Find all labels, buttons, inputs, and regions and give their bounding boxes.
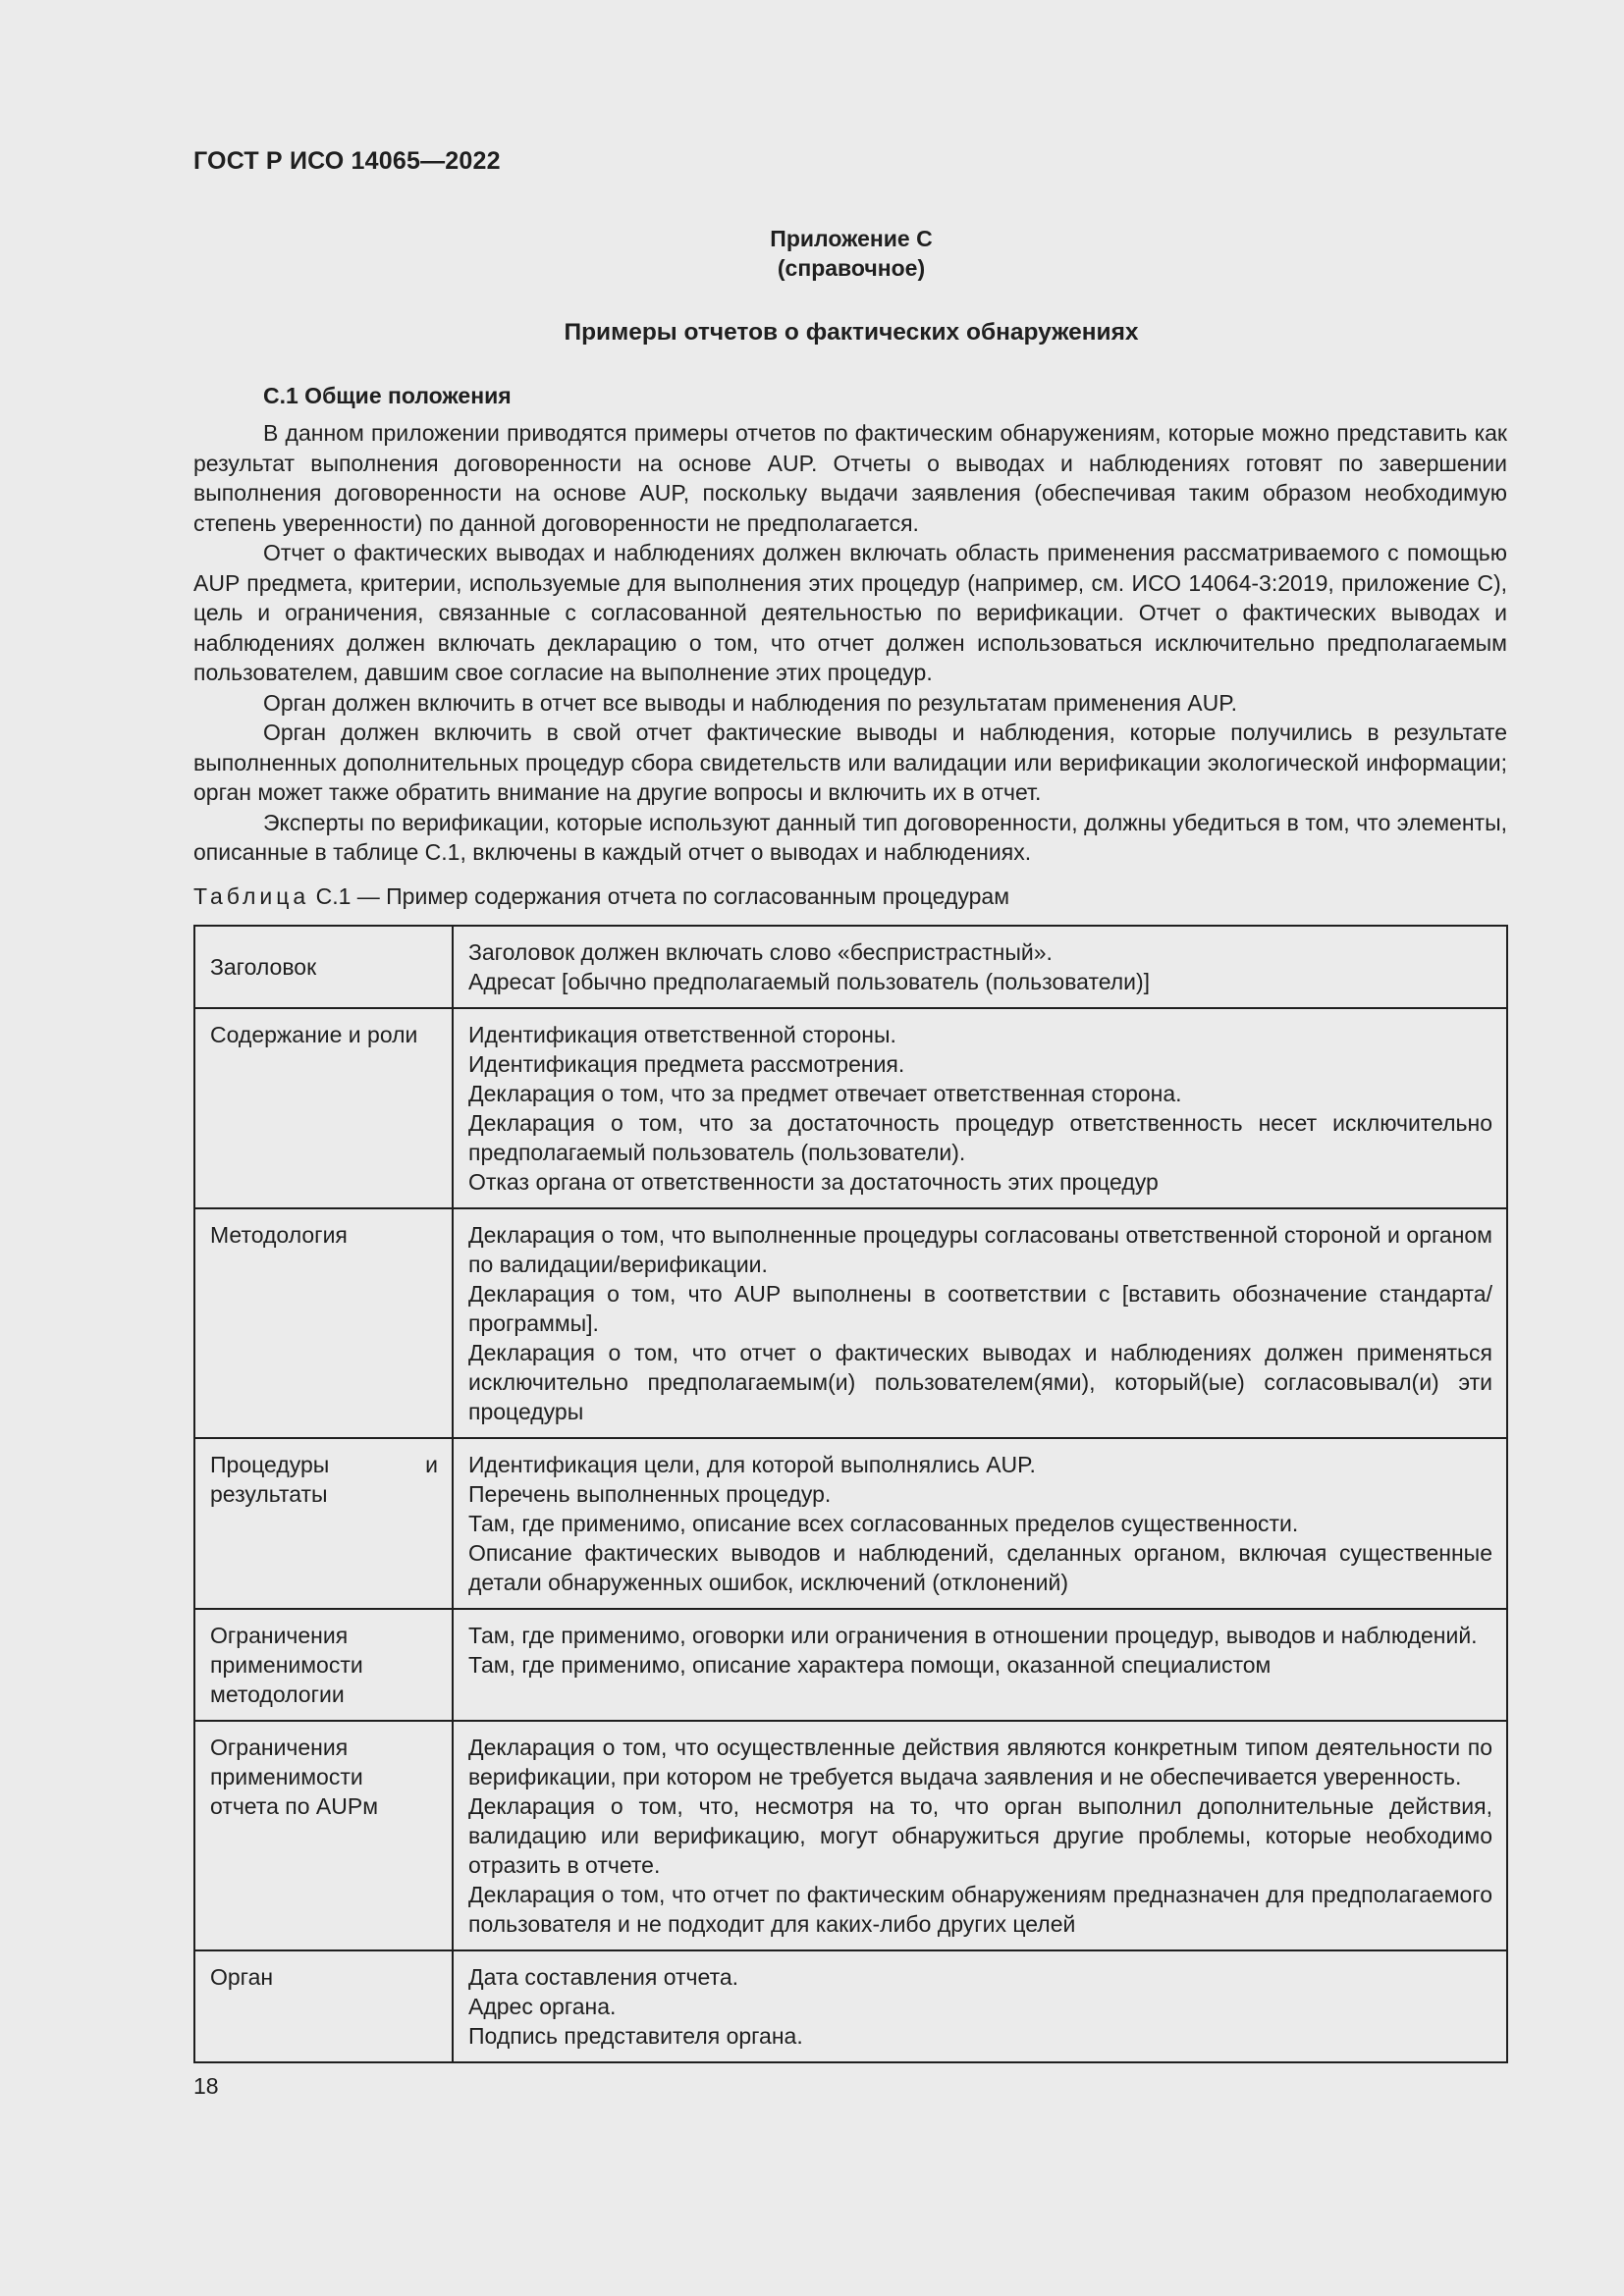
- description-line: Описание фактических выводов и наблюдений, сделанных органом, включая существенные детали обнаруженных ошибок, исключений (отклонений): [468, 1540, 1492, 1595]
- row-description: [453, 1208, 1507, 1438]
- description-line: Идентификация ответственной стороны.: [468, 1022, 896, 1047]
- row-title: Содержание и роли: [194, 1008, 453, 1208]
- row-title: Заголовок: [194, 926, 453, 1008]
- paragraph: Эксперты по верификации, которые используют данный тип договоренности, должны убедиться в том, что элементы, описанные в таблице С.1, включены в каждый отчет о выводах и наблюдениях.: [193, 809, 1507, 865]
- row-description: [453, 1609, 1507, 1721]
- description-line: Декларация о том, что за достаточность процедур ответственность несет исключительно предполагаемый пользователь (пользователи).: [468, 1110, 1492, 1165]
- row-title: Ограничения применимости методологии: [194, 1609, 453, 1721]
- row-description: [453, 1721, 1507, 1950]
- description-line: Заголовок должен включать слово «беспристрастный».: [468, 939, 1053, 965]
- paragraph: Отчет о фактических выводах и наблюдениях должен включать область применения рассматриваемого с помощью AUP предмета, критерии, используемые для выполнения этих процедур (например, см. ИСО 14064-3:2019, приложение С), цель и ограничения, связанные с согласованной деятельностью по верификации. Отчет о фактических выводах и наблюдениях должен включать декларацию о том, что отчет должен использоваться исключительно предполагаемым пользователем, давшим свое согласие на выполнение этих процедур.: [193, 540, 1507, 685]
- standard-id: ГОСТ Р ИСО 14065—2022: [193, 147, 501, 175]
- description-line: Дата составления отчета.: [468, 1964, 739, 1990]
- description-line: Декларация о том, что AUP выполнены в соответствии с [вставить обозначение стандарта/программы].: [468, 1281, 1492, 1336]
- row-description: [453, 926, 1507, 1008]
- table-row: [194, 1438, 1507, 1609]
- description-line: Адресат [обычно предполагаемый пользователь (пользователи)]: [468, 969, 1151, 994]
- description-line: Подпись представителя органа.: [468, 2023, 803, 2049]
- appendix-kind: (справочное): [777, 255, 926, 281]
- table-row: [194, 1721, 1507, 1950]
- appendix-title: Примеры отчетов о фактических обнаружениях: [564, 319, 1139, 346]
- page-number: 18: [193, 2073, 219, 2099]
- paragraph: Орган должен включить в отчет все выводы и наблюдения по результатам применения AUP.: [263, 689, 1238, 716]
- description-line: Идентификация цели, для которой выполнялись AUP.: [468, 1452, 1036, 1477]
- table-row: [194, 1609, 1507, 1721]
- description-line: Отказ органа от ответственности за достаточность этих процедур: [468, 1169, 1159, 1195]
- description-line: Декларация о том, что выполненные процедуры согласованы ответственной стороной и органом по валидации/верификации.: [468, 1222, 1492, 1277]
- description-line: Декларация о том, что отчет по фактическим обнаружениям предназначен для предполагаемого пользователя и не подходит для каких-либо других целей: [468, 1882, 1492, 1937]
- table-caption-text: С.1 — Пример содержания отчета по согласованным процедурам: [309, 883, 1010, 909]
- description-line: Там, где применимо, оговорки или ограничения в отношении процедур, выводов и наблюдений.: [468, 1623, 1478, 1648]
- description-line: Там, где применимо, описание характера помощи, оказанной специалистом: [468, 1652, 1272, 1678]
- description-line: Декларация о том, что отчет о фактических выводах и наблюдениях должен применяться исключительно предполагаемым(и) пользователем(ями), который(ые) согласовывал(и) эти процедуры: [468, 1340, 1492, 1424]
- row-title: Орган: [194, 1950, 453, 2062]
- table-row: [194, 1008, 1507, 1208]
- description-line: Там, где применимо, описание всех согласованных пределов существенности.: [468, 1511, 1299, 1536]
- paragraph: В данном приложении приводятся примеры отчетов по фактическим обнаружениям, которые можно представить как результат выполнения договоренности на основе AUP. Отчеты о выводах и наблюдениях готовят по завершении выполнения договоренности на основе AUP, поскольку выдачи заявления (обеспечивая таким образом необходимую степень уверенности) по данной договоренности не предполагается.: [193, 420, 1507, 536]
- row-title: Ограничения применимости отчета по AUPм: [194, 1721, 453, 1950]
- table-row: [194, 1208, 1507, 1438]
- table-row: [194, 1950, 1507, 2062]
- row-description: [453, 1950, 1507, 2062]
- table-caption-word: Таблица: [193, 883, 310, 909]
- description-line: Адрес органа.: [468, 1994, 617, 2019]
- row-title: Процедуры и результаты: [194, 1438, 453, 1609]
- body-text: [193, 418, 1507, 868]
- table-row: [194, 926, 1507, 1008]
- description-line: Идентификация предмета рассмотрения.: [468, 1051, 905, 1077]
- report-content-table: [193, 925, 1508, 2063]
- appendix-label: Приложение С: [770, 226, 933, 251]
- section-heading: С.1 Общие положения: [263, 383, 512, 408]
- row-title: Методология: [194, 1208, 453, 1438]
- row-description: [453, 1008, 1507, 1208]
- table-caption: [193, 883, 1009, 910]
- row-description: [453, 1438, 1507, 1609]
- description-line: Декларация о том, что осуществленные действия являются конкретным типом деятельности по верификации, при котором не требуется выдача заявления и не обеспечивается уверенность.: [468, 1735, 1492, 1789]
- description-line: Декларация о том, что, несмотря на то, что орган выполнил дополнительные действия, валидацию или верификацию, могут обнаружиться другие проблемы, которые необходимо отразить в отчете.: [468, 1793, 1492, 1878]
- description-line: Перечень выполненных процедур.: [468, 1481, 832, 1507]
- paragraph: Орган должен включить в свой отчет фактические выводы и наблюдения, которые получились в результате выполненных дополнительных процедур сбора свидетельств или валидации или верификации экологической информации; орган может также обратить внимание на другие вопросы и включить их в отчет.: [193, 720, 1507, 805]
- description-line: Декларация о том, что за предмет отвечает ответственная сторона.: [468, 1081, 1182, 1106]
